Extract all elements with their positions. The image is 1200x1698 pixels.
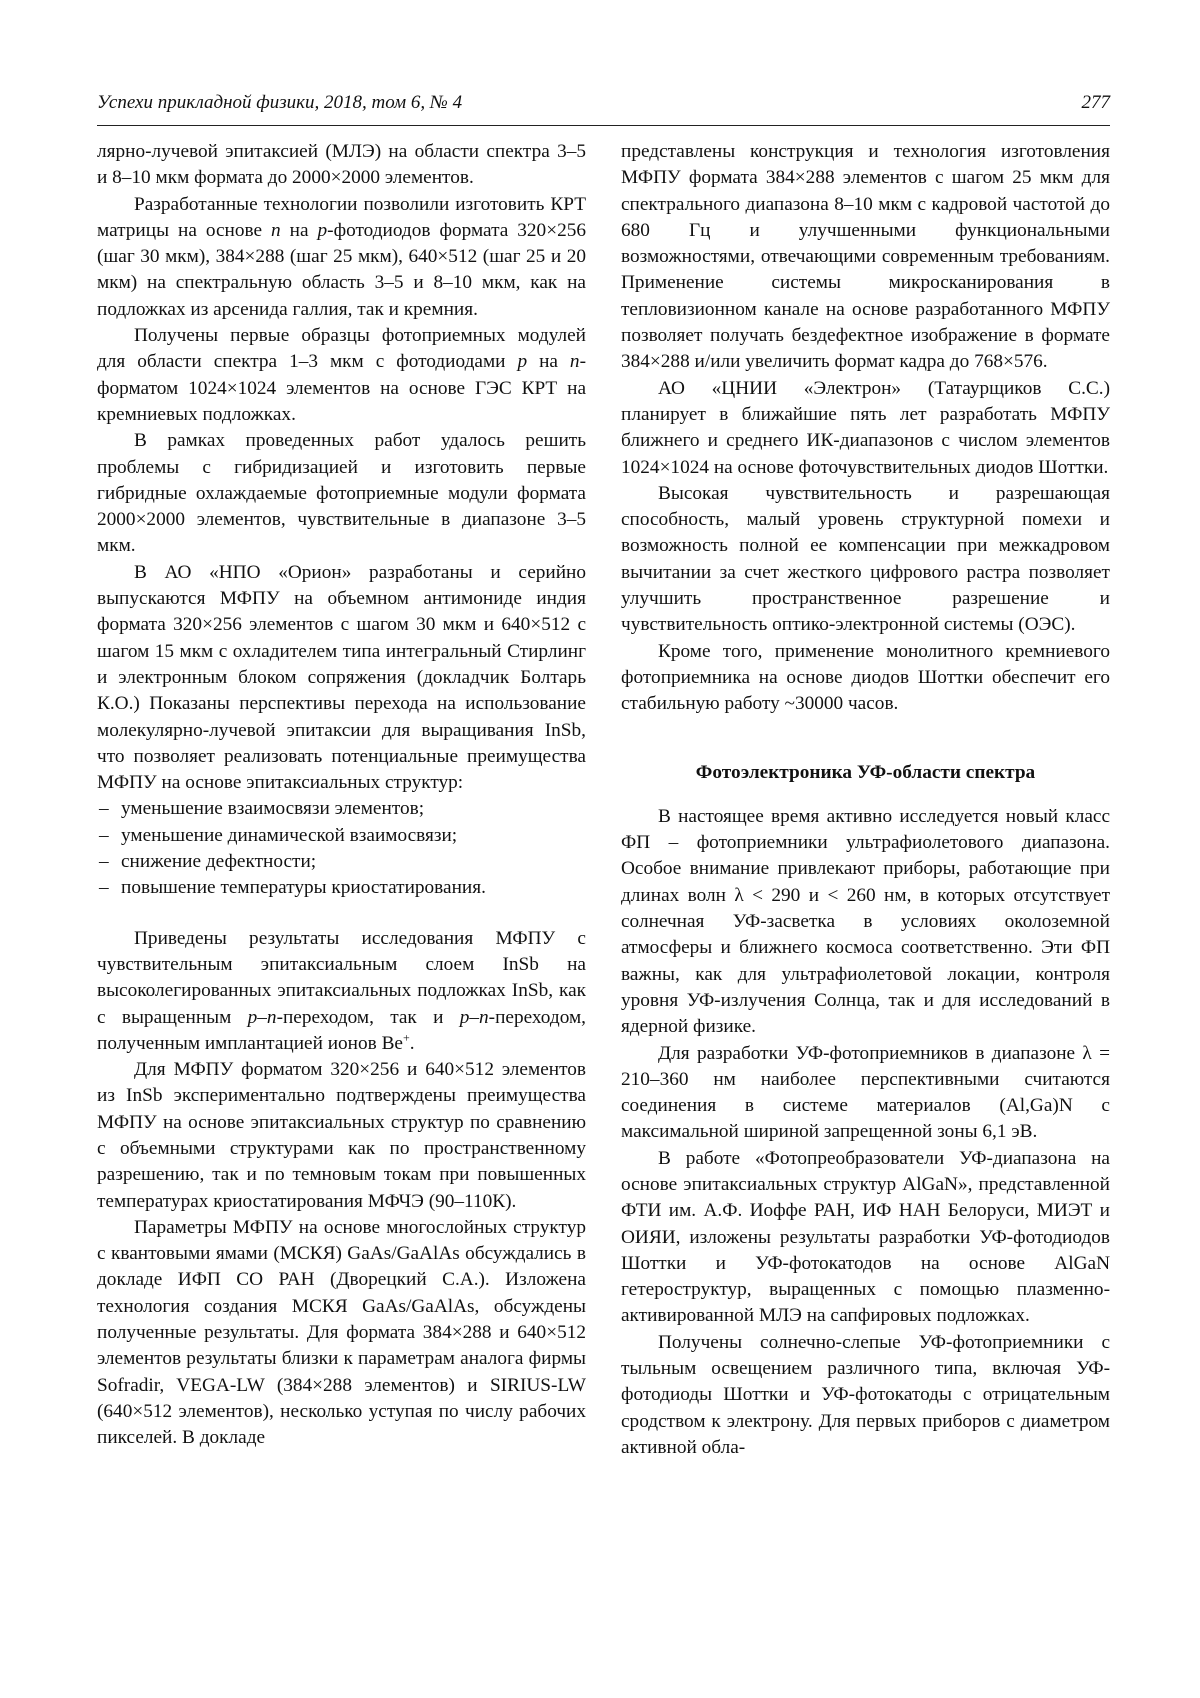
list-dash: – [99,824,109,846]
journal-citation: Успехи прикладной физики, 2018, том 6, № 4 [97,92,463,113]
paragraph-sensitivity: Высокая чувствительность и разрешающая способность, малый уровень структурной помехи и возможность полной ее компенсации при межкадровом вычитании за счет жесткого цифрового растра позволяет улучшить пространственное разрешение и чувствительность оптико-электронной системы (ОЭС). [621,482,1110,636]
italic-p: p [517,351,528,373]
list-item [97,823,586,849]
paragraph-orion: В АО «НПО «Орион» разработаны и серийно выпускаются МФПУ на объемном антимониде индия формата 320×256 элементов с шагом 30 мкм и 640×512 с шагом 15 мкм с охладителем типа интегральный Стирлинг и электронным блоком сопряжения (докладчик Болтарь К.О.) Показаны перспективы перехода на использование молекулярно-лучевой эпитаксии для выращивания InSb, что позволяет реализовать потенциальные преимущества МФПУ на основе эпитаксиальных структур: [97,561,586,794]
italic-n: n [271,219,281,241]
section-heading: Фотоэлектроника УФ-области спектра [695,761,1036,783]
text-run: -форматом 1024×1024 элементов на основе ГЭС КРТ на кремниевых подложках. [97,351,586,425]
list-item-text: уменьшение динамической взаимосвязи; [121,824,458,846]
paragraph-solar-blind: Получены солнечно-слепые УФ-фотоприемники с тыльным освещением различного типа, включая УФ-фотодиоды Шоттки и УФ-фотокатоды с отрицательным сродством к электрону. Для первых приборов с диаметром активной обла- [621,1331,1110,1458]
left-column [97,139,586,1452]
list-dash: – [99,851,109,873]
list-item-text: снижение дефектности; [121,851,317,873]
superscript-plus: + [403,1030,410,1045]
text-run: Получены первые образцы фотоприемных модулей для области спектра 1–3 мкм с фотодиодами [97,325,586,373]
italic-n: n [569,351,580,373]
text-run: -фотодиодов формата 320×256 (шаг 30 мкм), 384×288 (шаг 25 мкм), 640×512 (шаг 25 и 20 мкм) на спектральную область 3–5 и 8–10 мкм, как на подложках из арсенида галлия, так и кремния. [97,219,586,320]
header-divider [97,125,1110,126]
text-run: -переходом, так и [276,1006,460,1028]
text-run: . [409,1032,415,1054]
italic-pn-junction: p–n [247,1006,277,1028]
list-dash: – [99,798,109,820]
running-header [97,92,1110,120]
paragraph-continuation: представлены конструкция и технология изготовления МФПУ формата 384×288 элементов с шагом 25 мкм для спектрального диапазона 8–10 мкм с кадровой частотой до 680 Гц и улучшенными функциональными возможностями, отвечающими современным требованиям. Применение системы микросканирования в тепловизионном канале на основе разработанного МФПУ позволяет получать бездефектное изображение в формате 384×288 и/или увеличить формат кадра до 768×576. [621,141,1110,373]
italic-pn-junction: p–n [459,1006,489,1028]
paragraph-ioffe-work: В работе «Фотопреобразователи УФ-диапазона на основе эпитаксиальных структур AlGaN», представленной ФТИ им. А.Ф. Иоффе РАН, ИФ НАН Белоруси, МИЭТ и ОИЯИ, изложены результаты разработки УФ-фотодиодов Шоттки и УФ-фотокатодов на основе AlGaN гетероструктур, выращенных с помощью плазменно-активированной МЛЭ на сапфировых подложках. [621,1147,1110,1327]
list-item [97,875,586,901]
paragraph-algan-materials: Для разработки УФ-фотоприемников в диапазоне λ = 210–360 нм наиболее перспективными считаются соединения в системе материалов (Al,Ga)N с максимальной шириной запрещенной зоны 6,1 эВ. [621,1042,1110,1143]
list-item [97,796,586,822]
text-run: Приведены результаты исследования МФПУ с чувствительным эпитаксиальным слоем InSb на высоколегированных эпитаксиальных подложках InSb, как с выращенным [97,927,586,1028]
text-run: на [280,219,318,241]
right-column [621,139,1110,1461]
list-item-text: повышение температуры криостатирования. [121,877,486,899]
list-dash: – [99,877,109,899]
page-number: 277 [1081,92,1110,113]
paragraph-continuation: лярно-лучевой эпитаксией (МЛЭ) на области спектра 3–5 и 8–10 мкм формата до 2000×2000 элементов. [97,141,586,189]
paragraph-first-samples [97,323,586,428]
paragraph-hybridization: В рамках проведенных работ удалось решить проблемы с гибридизацией и изготовить первые гибридные охлаждаемые фотоприемные модули формата 2000×2000 элементов, чувствительные в диапазоне 3–5 мкм. [97,430,586,557]
advantages-list [97,796,586,901]
paragraph-krt-technologies [97,192,586,323]
paragraph-monolithic: Кроме того, применение монолитного кремниевого фотоприемника на основе диодов Шоттки обеспечит его стабильную работу ~30000 часов. [621,640,1110,715]
paragraph-elektron: АО «ЦНИИ «Электрон» (Татаурщиков С.С.) планирует в ближайшие пять лет разработать МФПУ ближнего и среднего ИК-диапазонов с числом элементов 1024×1024 на основе фоточувствительных диодов Шоттки. [621,377,1110,478]
list-item-text: уменьшение взаимосвязи элементов; [121,798,425,820]
text-run: на [527,351,570,373]
paragraph-uv-intro: В настоящее время активно исследуется новый класс ФП – фотоприемники ультрафиолетового диапазона. Особое внимание привлекают приборы, работающие при длинах волн λ < 290 и < 260 нм, в которых отсутствует солнечная УФ-засветка в условиях околоземной атмосферы и ближнего космоса соответственно. Эти ФП важны, как для ультрафиолетовой локации, контроля уровня УФ-излучения Солнца, так и для исследований в ядерной физике. [621,805,1110,1038]
text-run: -переходом, полученным имплантацией ионов Be [97,1006,586,1054]
paragraph-insb-formats: Для МФПУ форматом 320×256 и 640×512 элементов из InSb экспериментально подтверждены преимущества МФПУ на основе эпитаксиальных структур по сравнению с объемными структурами как по пространственному разрешению, так и по темновым токам при повышенных температурах криостатирования МФЧЭ (90–110К). [97,1059,586,1212]
list-item [97,849,586,875]
text-run: Разработанные технологии позволили изготовить КРТ матрицы на основе [97,193,586,241]
italic-p: p [317,219,328,241]
paragraph-mskya: Параметры МФПУ на основе многослойных структур с квантовыми ямами (МСКЯ) GaAs/GaAlAs обсуждались в докладе ИФП СО РАН (Дворецкий С.А.). Изложена технология создания МСКЯ GaAs/GaAlAs, обсуждены полученные результаты. Для формата 384×288 и 640×512 элементов результаты близки к параметрам аналога фирмы Sofradir, VEGA-LW (384×288 элементов) и SIRIUS-LW (640×512 элементов), несколько уступая по числу рабочих пикселей. В докладе [97,1216,586,1449]
paragraph-insb-results [97,926,586,1057]
